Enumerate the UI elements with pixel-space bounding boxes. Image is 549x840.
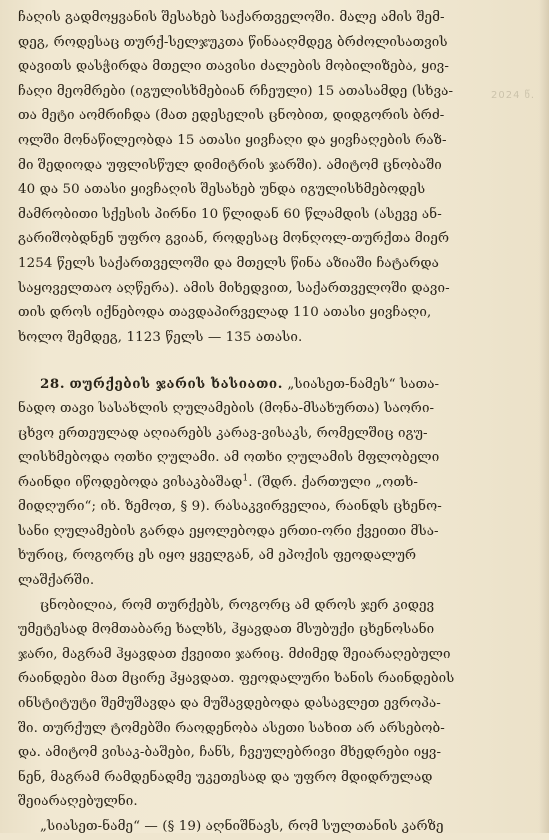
text-line: ინსტიტუტი შემუშავდა და მუშავდებოდა დასავლეთ ევროპა- xyxy=(18,696,441,712)
text-line: მი შედიოდა უფლისწულ დიმიტრის ჯარში). ამიტომ ცნობაში xyxy=(18,157,442,173)
text-line: ჩაღის გადმოყვანის შესახებ საქართველოში. მალე ამის შემ- xyxy=(18,10,445,25)
text-line: ნენ, მაგრამ რამდენადმე უკეთესად და უფრო მდიდრულად xyxy=(18,769,433,785)
section-first-line-rest: „სიასეთ-ნამეს“ სათა- xyxy=(287,377,440,393)
text-line: უმეტესად მომთაბარე ხალხს, ჰყავდათ მსუბუქი ცხენოსანი xyxy=(18,622,435,638)
text-line xyxy=(18,471,535,496)
text-line-last: „სიასეთ-ნამე“ — (§ 19) აღნიშნავს, რომ სულთანის კარზე xyxy=(40,819,444,834)
page-edge-shadow xyxy=(539,0,549,833)
text-line: 1254 წელს საქართველოში და მთელს წინა აზიაში ჩატარდა xyxy=(18,255,439,271)
text-line: ჯარი, მაგრამ ჰყავდათ ქვეითი ჯარიც. მძიმედ შეიარაღებული xyxy=(18,646,451,662)
section-heading-line xyxy=(18,372,535,397)
text-segment: . (შდრ. ქართული „ოთხ- xyxy=(248,474,419,490)
text-line: დავითს დასჭირდა მთელი თავისი ძალების მობილიზება, ყივ- xyxy=(18,59,449,75)
text-line: ჩაღი მეომრები (იგულისხმებიან რჩეული) 15 ათასამდე (სხვა- xyxy=(18,83,454,99)
text-line: 40 და 50 ათასი ყივჩაღის შესახებ უნდა იგულისხმებოდეს xyxy=(18,182,426,198)
text-line: ლაშქარში. xyxy=(18,573,95,589)
text-line: თა მეტი აომრიჩდა (მათ ედესელის ცნობით, დიდგორის ბრძ- xyxy=(18,108,445,124)
text-line: დეგ, როდესაც თურქ-სელჯუკთა წინააღმდეგ ბრძოლისათვის xyxy=(18,34,448,50)
text-line: ხოლო შემდეგ, 1123 წელს — 135 ათასი. xyxy=(18,329,303,345)
section-title: თურქების ჯარის ხასიათი. xyxy=(69,376,283,393)
text-line: რაინდები მათ მცირე ჰყავდათ. ფეოდალური ხანის რაინდების xyxy=(18,671,455,687)
section-28 xyxy=(18,372,535,593)
text-line: ცხვო ერთეულად აღიარებს კარავ-ვისაკს, რომელშიც იგუ- xyxy=(18,425,428,441)
text-line: ცნობილია, რომ თურქებს, როგორც ამ დროს ჯერ კიდევ xyxy=(40,597,435,613)
text-line: თის დროს იქნებოდა თავდაპირველად 110 ათასი ყივჩაღი, xyxy=(18,305,432,321)
paragraph-2 xyxy=(18,594,535,815)
text-line: ნადო თავი სასახლის ღულამების (მონა-მსახურთა) საორი- xyxy=(18,400,435,416)
text-line: შეიარაღებულნი. xyxy=(18,794,138,810)
section-gap xyxy=(18,350,535,372)
text-line: ში. თურქულ ტომებში რაოდენობა ასეთი სახით არ არსებობ- xyxy=(18,720,445,736)
text-line: ხურიც, როგორც ეს იყო ყველგან, ამ ეპოქის ფეოდალურ xyxy=(18,548,417,564)
text-segment: რაინდი იწოდებოდა ვისაკბაშად xyxy=(18,474,243,490)
text-line: და. ამიტომ ვისაკ-ბაშები, ჩანს, ჩვეულებრივი მხედრები იყვ- xyxy=(18,745,442,761)
text-line: საყოველთაო აღწერა). ამის მიხედვით, საქართველოში დავი- xyxy=(18,280,450,296)
watermark: 2024 წ. xyxy=(491,90,535,101)
text-line: მიდღური“; იხ. ზემოთ, § 9). რასაკვირველია, რაინდს ცხენო- xyxy=(18,499,442,515)
text-line: ოლში მონაწილეობდა 15 ათასი ყივჩაღი და ყივჩაღების რაზ- xyxy=(18,132,447,148)
footnote-marker: 1 xyxy=(242,473,249,484)
text-line: მამრობითი სქესის პირნი 10 წლიდან 60 წლამდის (ასევე ან- xyxy=(18,206,442,222)
text-line: ლისხმებოდა ოთხი ღულამი. ამ ოთხი ღულამის მფლობელი xyxy=(18,450,440,466)
text-block-top xyxy=(18,6,535,350)
text-line: გარიშობდნენ უფრო გვიან, როდესაც მონღოლ-თურქთა მიერ xyxy=(18,231,450,247)
text-line: სანი ღულამების გარდა ეყოლებოდა ერთი-ორი ქვეითი მსა- xyxy=(18,523,439,539)
section-number: 28. xyxy=(40,376,66,393)
